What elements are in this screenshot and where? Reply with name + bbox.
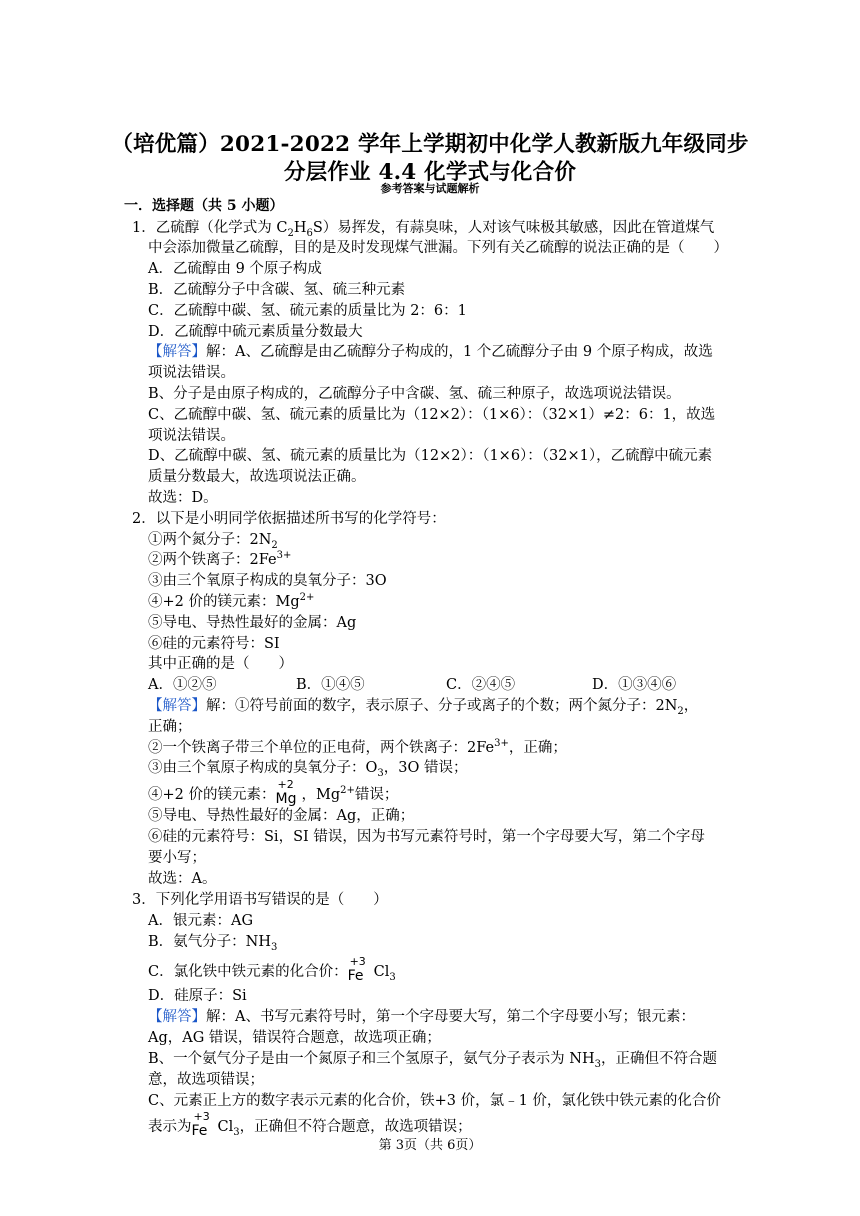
q3-answer-line5: C、元素正上方的数字表示元素的化合价，铁+3 价，氯﹣1 价，氯化铁中铁元素的化合价 xyxy=(148,1093,721,1109)
q2-answer-line7: ⑥硅的元素符号：Si，SI 错误，因为书写元素符号时，第一个字母要大写，第二个字母 xyxy=(148,829,705,845)
valence-fe: +3 Fe xyxy=(191,1110,210,1139)
q2-option-a: A．①②⑤ xyxy=(148,677,217,693)
q3-option-c: C．氯化铁中铁元素的化合价： +3 Fe $Cl_3$ xyxy=(148,955,396,984)
q2-stem: 2．以下是小明同学依据描述所书写的化学符号： xyxy=(132,511,446,527)
q2-answer-line9: 故选：A。 xyxy=(148,871,217,887)
valence-mg: +2 Mg xyxy=(275,778,297,807)
q1-answer-line8: 故选：D。 xyxy=(148,490,218,506)
q3-option-d: D．硅原子：Si xyxy=(148,988,247,1004)
valence-fe: +3 Fe xyxy=(347,955,366,984)
q3-answer-line1: 【解答】解：A、书写元素符号时，第一个字母要大写，第二个字母要小写；银元素： xyxy=(148,1009,695,1025)
q1-option-c: C．乙硫醇中碳、氢、硫元素的质量比为 2：6：1 xyxy=(148,303,467,319)
answer-tag: 【解答】 xyxy=(148,344,206,360)
q2-answer-line1: 【解答】解：①符号前面的数字，表示原子、分子或离子的个数；两个氮分子：$2N_2$， xyxy=(148,698,699,717)
q1-answer-line7: 质量分数最大，故选项说法正确。 xyxy=(148,469,366,485)
q1-answer-line4: C、乙硫醇中碳、氢、硫元素的质量比为（12×2）：（1×6）：（32×1）≠2：6：1，故选 xyxy=(148,407,716,423)
q2-answer-line8: 要小写； xyxy=(148,850,206,866)
q2-item-3: ③由三个氧原子构成的臭氧分子：3O xyxy=(148,573,387,589)
q2-option-d: D．①③④⑥ xyxy=(592,677,677,693)
q3-option-a: A．银元素：AG xyxy=(148,913,254,929)
doc-title-line2: 分层作业 4.4 化学式与化合价 xyxy=(283,160,577,185)
q2-answer-line6: ⑤导电、导热性最好的金属：Ag，正确； xyxy=(148,808,415,824)
q3-stem: 3．下列化学用语书写错误的是（ ） xyxy=(132,892,388,908)
q2-answer-line4: ③由三个氧原子构成的臭氧分子：$O_3$，3O 错误； xyxy=(148,760,468,779)
q2-option-b: B．①④⑤ xyxy=(296,677,365,693)
q2-item-4: ④+2 价的镁元素：$Mg^{2+}$ xyxy=(148,592,315,610)
q1-answer-line3: B、分子是由原子构成的，乙硫醇分子中含碳、氢、硫三种原子，故选项说法错误。 xyxy=(148,386,681,402)
q2-answer-line5: ④+2 价的镁元素： +2 Mg ，$Mg^{2+}$错误； xyxy=(148,778,399,807)
q2-item-6: ⑥硅的元素符号：SI xyxy=(148,636,280,652)
q1-option-a: A．乙硫醇由 9 个原子构成 xyxy=(148,261,322,277)
q2-item-5: ⑤导电、导热性最好的金属：Ag xyxy=(148,615,357,631)
q1-answer-line2: 项说法错误。 xyxy=(148,365,235,381)
q2-answer-line2: 正确； xyxy=(148,719,192,735)
q1-answer-line5: 项说法错误。 xyxy=(148,428,235,444)
q3-answer-line2: Ag，AG 错误，错误符合题意，故选项正确； xyxy=(148,1030,441,1046)
q3-option-b: B．氨气分子：$NH_3$ xyxy=(148,934,278,953)
q1-option-d: D．乙硫醇中硫元素质量分数最大 xyxy=(148,324,363,340)
doc-subtitle: 参考答案与试题解析 xyxy=(380,182,480,195)
q2-answer-line3: ②一个铁离子带三个单位的正电荷，两个铁离子：$2Fe^{3+}$，正确； xyxy=(148,738,567,756)
answer-tag: 【解答】 xyxy=(148,698,206,714)
section-heading: 一．选择题（共 5 小题） xyxy=(124,198,284,214)
doc-title-line1: （培优篇）2021-2022 学年上学期初中化学人教新版九年级同步 xyxy=(111,132,749,157)
q2-item-1: ①两个氮分子：$2N_2$ xyxy=(148,532,278,551)
q1-stem-line1: 1．乙硫醇（化学式为 $C_2H_6S$）易挥发，有蒜臭味，人对该气味极其敏感，因此在管道煤气 xyxy=(132,220,715,239)
q2-option-c: C．②④⑤ xyxy=(446,677,516,693)
q1-answer-line1: 【解答】解：A、乙硫醇是由乙硫醇分子构成的，1 个乙硫醇分子由 9 个原子构成，故选 xyxy=(148,344,713,360)
q2-ask: 其中正确的是（ ） xyxy=(148,656,293,672)
q3-answer-line3: B、一个氨气分子是由一个氮原子和三个氢原子，氨气分子表示为 $NH_3$，正确但不符合题 xyxy=(148,1051,717,1070)
q1-stem-line2: 中会添加微量乙硫醇，目的是及时发现煤气泄漏。下列有关乙硫醇的说法正确的是（ ） xyxy=(148,240,728,256)
q1-option-b: B．乙硫醇分子中含碳、氢、硫三种元素 xyxy=(148,282,406,298)
q3-answer-line6: 表示为 +3 Fe $Cl_3$，正确但不符合题意，故选项错误； xyxy=(148,1110,472,1139)
page-number: 第 3页（共 6页） xyxy=(378,1138,482,1153)
q2-item-2: ②两个铁离子：$2Fe^{3+}$ xyxy=(148,550,292,568)
answer-tag: 【解答】 xyxy=(148,1009,206,1025)
q3-answer-line4: 意，故选项错误； xyxy=(148,1072,264,1088)
q1-answer-line6: D、乙硫醇中碳、氢、硫元素的质量比为（12×2）：（1×6）：（32×1），乙硫醇中硫元素 xyxy=(148,448,713,464)
